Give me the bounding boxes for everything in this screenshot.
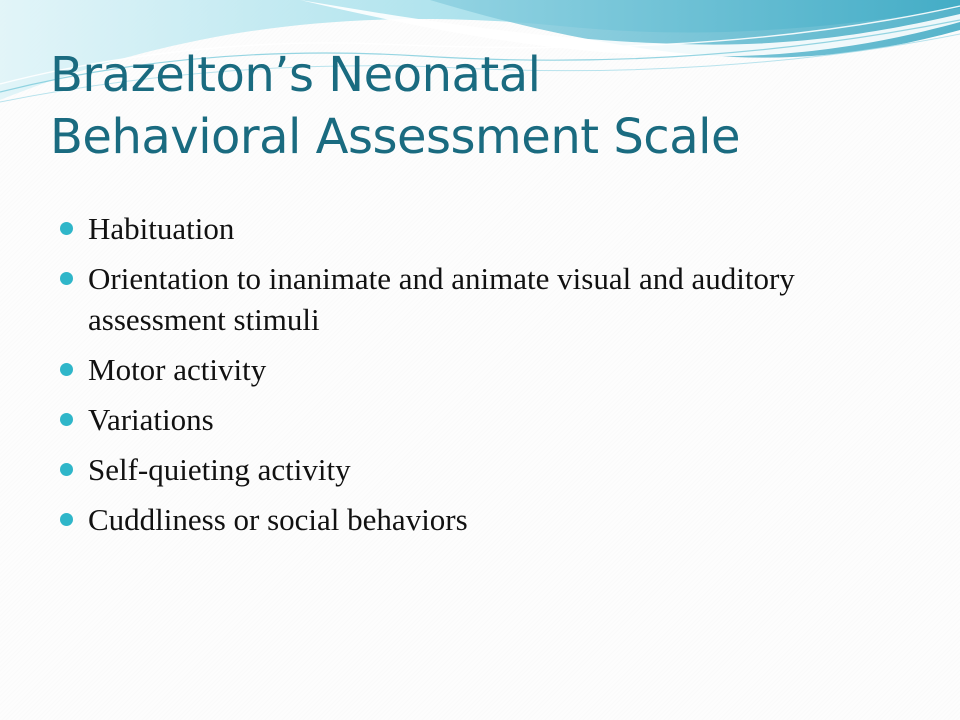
bullet-item	[60, 449, 920, 490]
bullet-dot-icon	[60, 413, 73, 426]
bullet-text: Variations	[88, 402, 214, 437]
bullet-dot-icon	[60, 363, 73, 376]
bullet-text: Habituation	[88, 211, 235, 246]
bullet-item	[60, 349, 920, 390]
bullet-item	[60, 258, 920, 340]
title-line-2: Behavioral Assessment Scale	[50, 109, 740, 165]
bullet-list	[60, 208, 920, 549]
bullet-item	[60, 499, 920, 540]
bullet-item	[60, 208, 920, 249]
bullet-dot-icon	[60, 222, 73, 235]
bullet-text: Motor activity	[88, 352, 267, 387]
slide-title	[50, 44, 930, 168]
bullet-text: Orientation to inanimate and animate visual and auditory assessment stimuli	[88, 261, 795, 337]
bullet-dot-icon	[60, 463, 73, 476]
bullet-dot-icon	[60, 513, 73, 526]
bullet-text: Cuddliness or social behaviors	[88, 502, 468, 537]
bullet-text: Self-quieting activity	[88, 452, 351, 487]
bullet-dot-icon	[60, 272, 73, 285]
title-line-1: Brazelton’s Neonatal	[50, 47, 541, 103]
bullet-item	[60, 399, 920, 440]
